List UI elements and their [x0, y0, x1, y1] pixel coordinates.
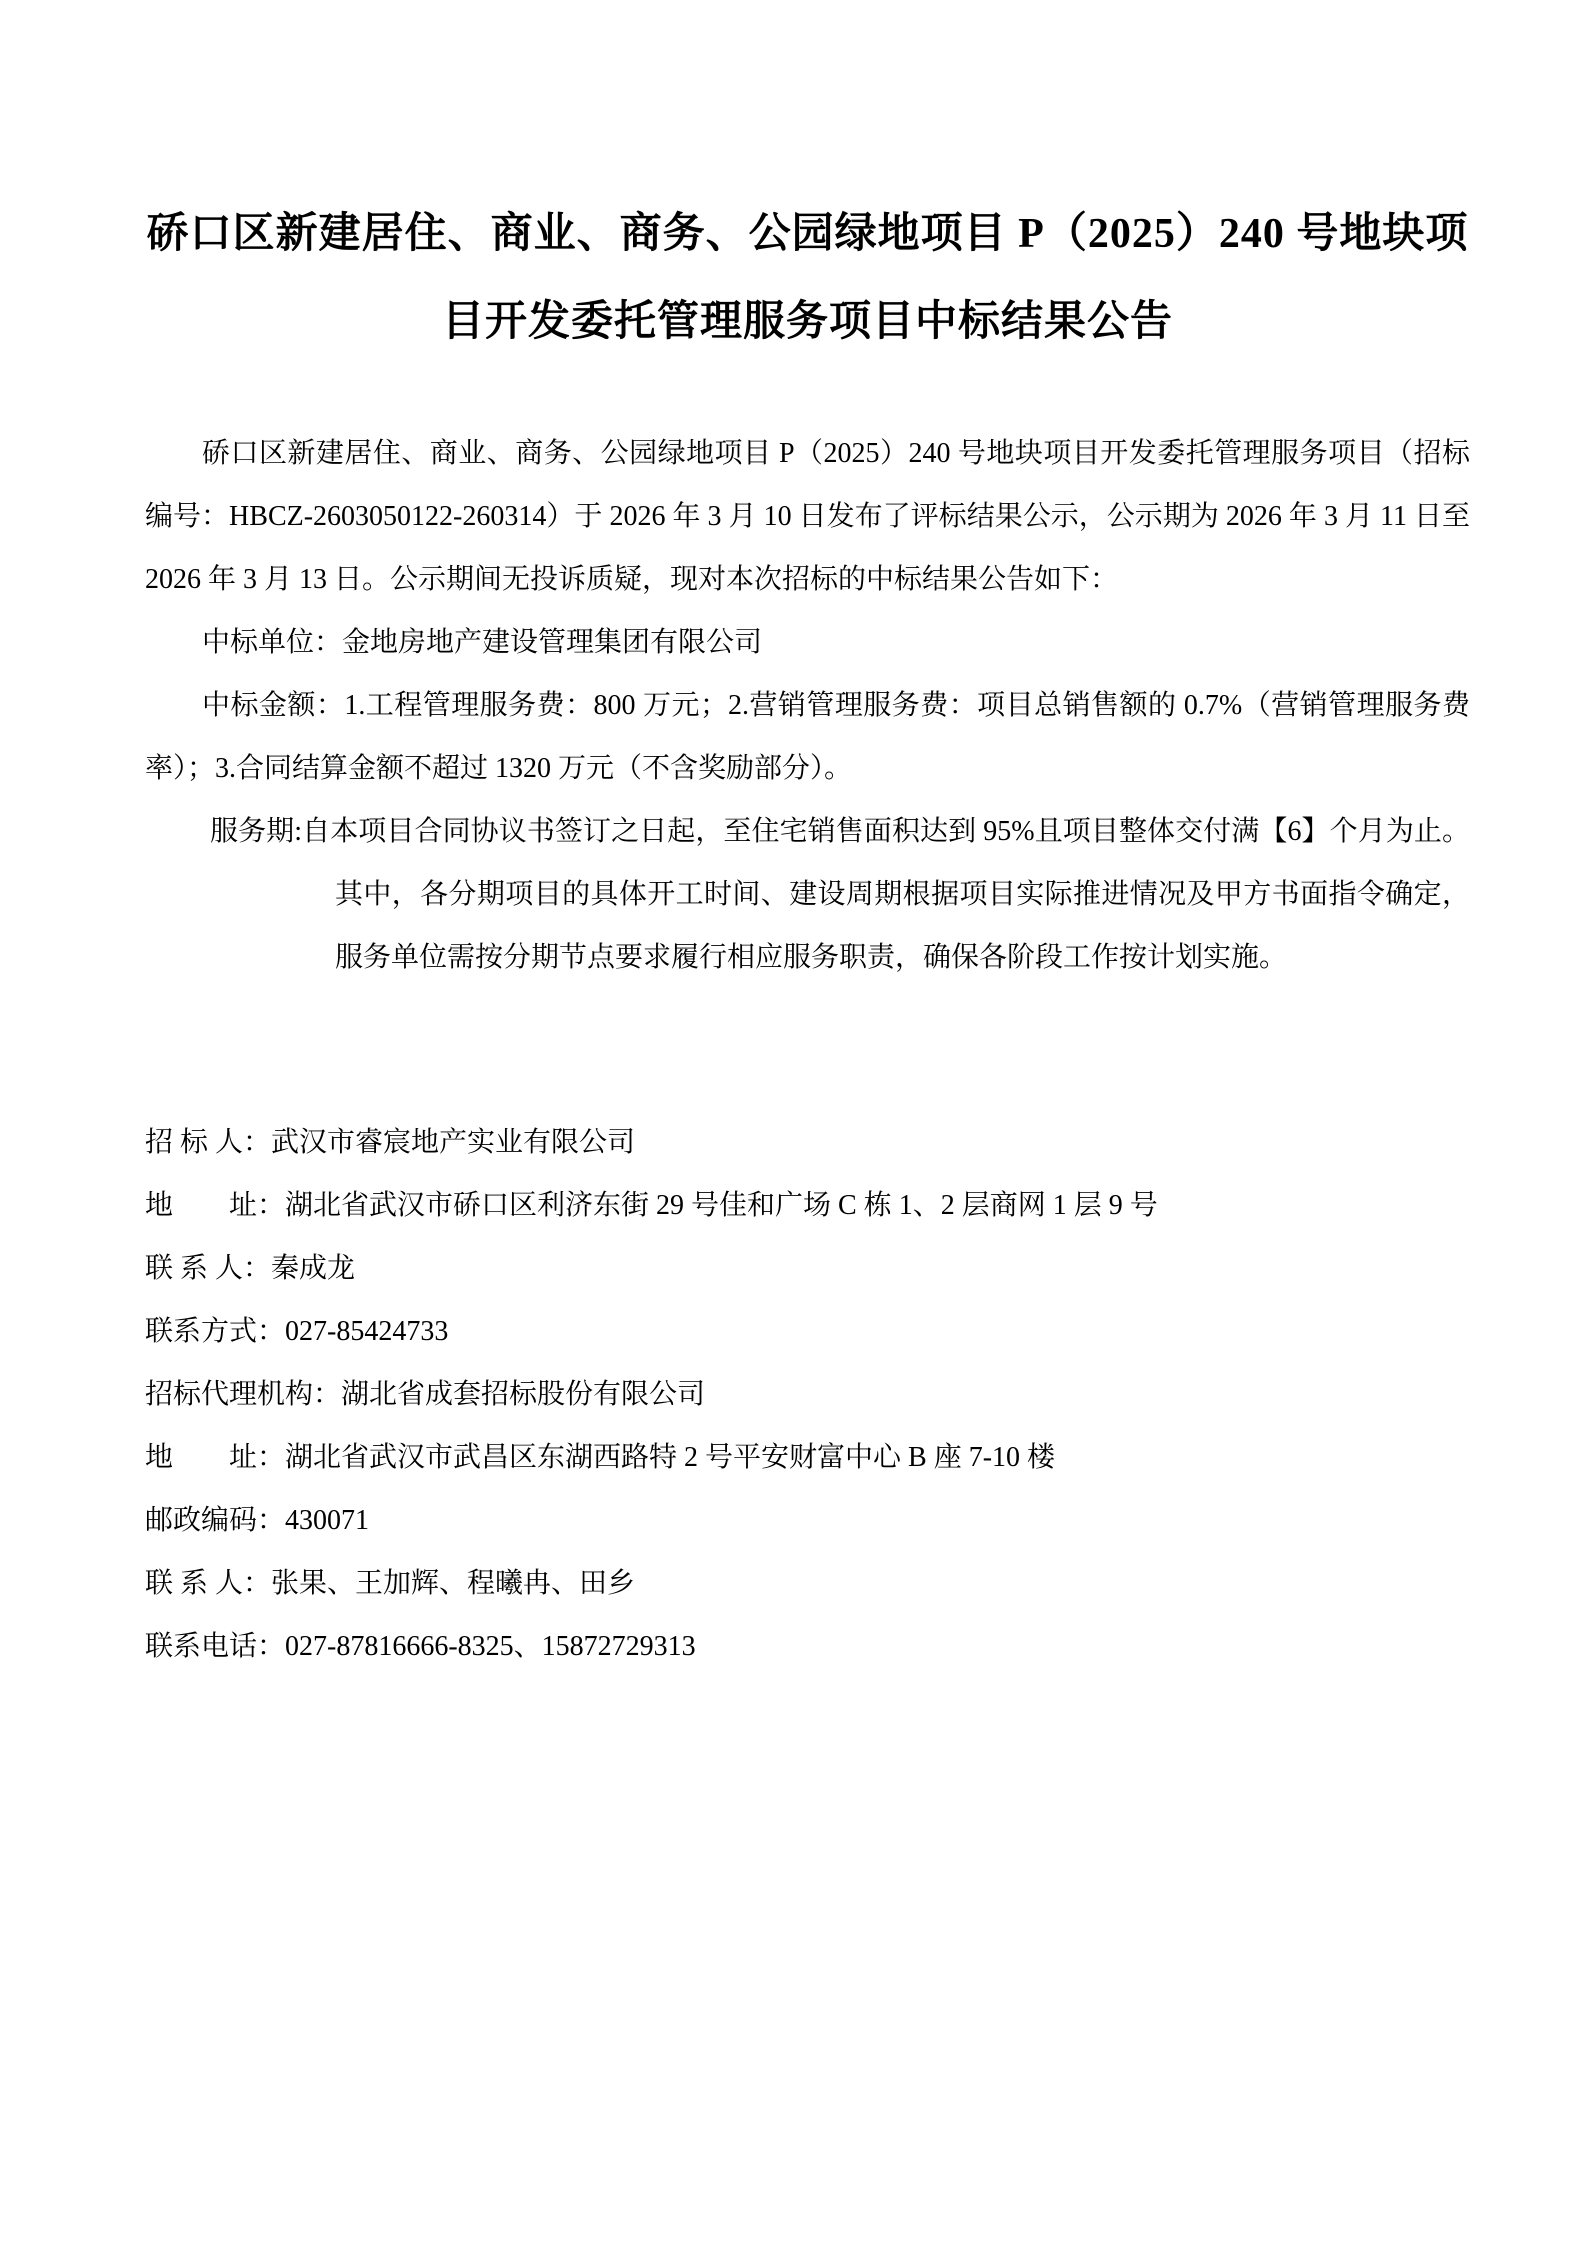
- contact-label: 联 系 人：: [145, 1568, 272, 1599]
- contact-label: 联系电话：: [145, 1631, 286, 1662]
- page-title: [145, 190, 1470, 366]
- service-period-label: 服务期:: [210, 816, 303, 847]
- contact-label: 招标代理机构：: [145, 1379, 342, 1410]
- contact-label: 联 系 人：: [145, 1253, 272, 1284]
- contact-row-tenderer-address: [145, 1174, 1470, 1237]
- contact-value: 027-85424733: [285, 1316, 449, 1347]
- contact-value: 湖北省武汉市武昌区东湖西路特 2 号平安财富中心 B 座 7-10 楼: [285, 1442, 1056, 1473]
- contact-value: 秦成龙: [271, 1253, 356, 1284]
- contact-value: 张果、王加辉、程曦冉、田乡: [271, 1568, 636, 1599]
- contact-label: 地 址：: [145, 1190, 286, 1221]
- page-title-line-1: 硚口区新建居住、商业、商务、公园绿地项目 P（2025）240 号地块项: [146, 211, 1469, 257]
- page-title-line-2: 目开发委托管理服务项目中标结果公告: [441, 299, 1173, 345]
- paragraph-service-period: [145, 800, 1470, 989]
- paragraph-intro: 硚口区新建居住、商业、商务、公园绿地项目 P（2025）240 号地块项目开发委托管理服务项目（招标编号：HBCZ-2603050122-260314）于 2026 年 3 月 10 日发布了评标结果公示，公示期为 2026 年 3 月 11 日至 2026 年 3 月 13 日。公示期间无投诉质疑，现对本次招标的中标结果公告如下：: [145, 438, 1470, 595]
- contact-row-agency-address: [145, 1426, 1470, 1489]
- contact-value: 湖北省武汉市硚口区利济东街 29 号佳和广场 C 栋 1、2 层商网 1 层 9 号: [285, 1190, 1158, 1221]
- contact-value: 430071: [285, 1505, 370, 1536]
- paragraph-winning-bidder: 中标单位：金地房地产建设管理集团有限公司: [202, 627, 763, 658]
- contact-label: 邮政编码：: [145, 1505, 286, 1536]
- contact-row-postal-code: [145, 1489, 1470, 1552]
- contact-label: 联系方式：: [145, 1316, 286, 1347]
- contact-value: 027-87816666-8325、15872729313: [285, 1631, 696, 1662]
- contact-value: 湖北省成套招标股份有限公司: [341, 1379, 706, 1410]
- service-period-text: 自本项目合同协议书签订之日起，至住宅销售面积达到 95%且项目整体交付满【6】个月为止。其中，各分期项目的具体开工时间、建设周期根据项目实际推进情况及甲方书面指令确定，服务单位需按分期节点要求履行相应服务职责，确保各阶段工作按计划实施。: [302, 816, 1470, 973]
- contact-row-agency: [145, 1363, 1470, 1426]
- contact-row-agency-contact-persons: [145, 1552, 1470, 1615]
- contact-row-tenderer-contact-person: [145, 1237, 1470, 1300]
- document-body: [145, 422, 1470, 989]
- contact-section: [145, 1111, 1470, 1678]
- contact-label: 地 址：: [145, 1442, 286, 1473]
- contact-row-tenderer-phone: [145, 1300, 1470, 1363]
- contact-row-agency-phone: [145, 1615, 1470, 1678]
- contact-label: 招 标 人：: [145, 1127, 272, 1158]
- contact-row-tenderer: [145, 1111, 1470, 1174]
- contact-value: 武汉市睿宸地产实业有限公司: [271, 1127, 636, 1158]
- paragraph-winning-amount: 中标金额：1.工程管理服务费：800 万元；2.营销管理服务费：项目总销售额的 0.7%（营销管理服务费率）；3.合同结算金额不超过 1320 万元（不含奖励部分）。: [145, 690, 1470, 784]
